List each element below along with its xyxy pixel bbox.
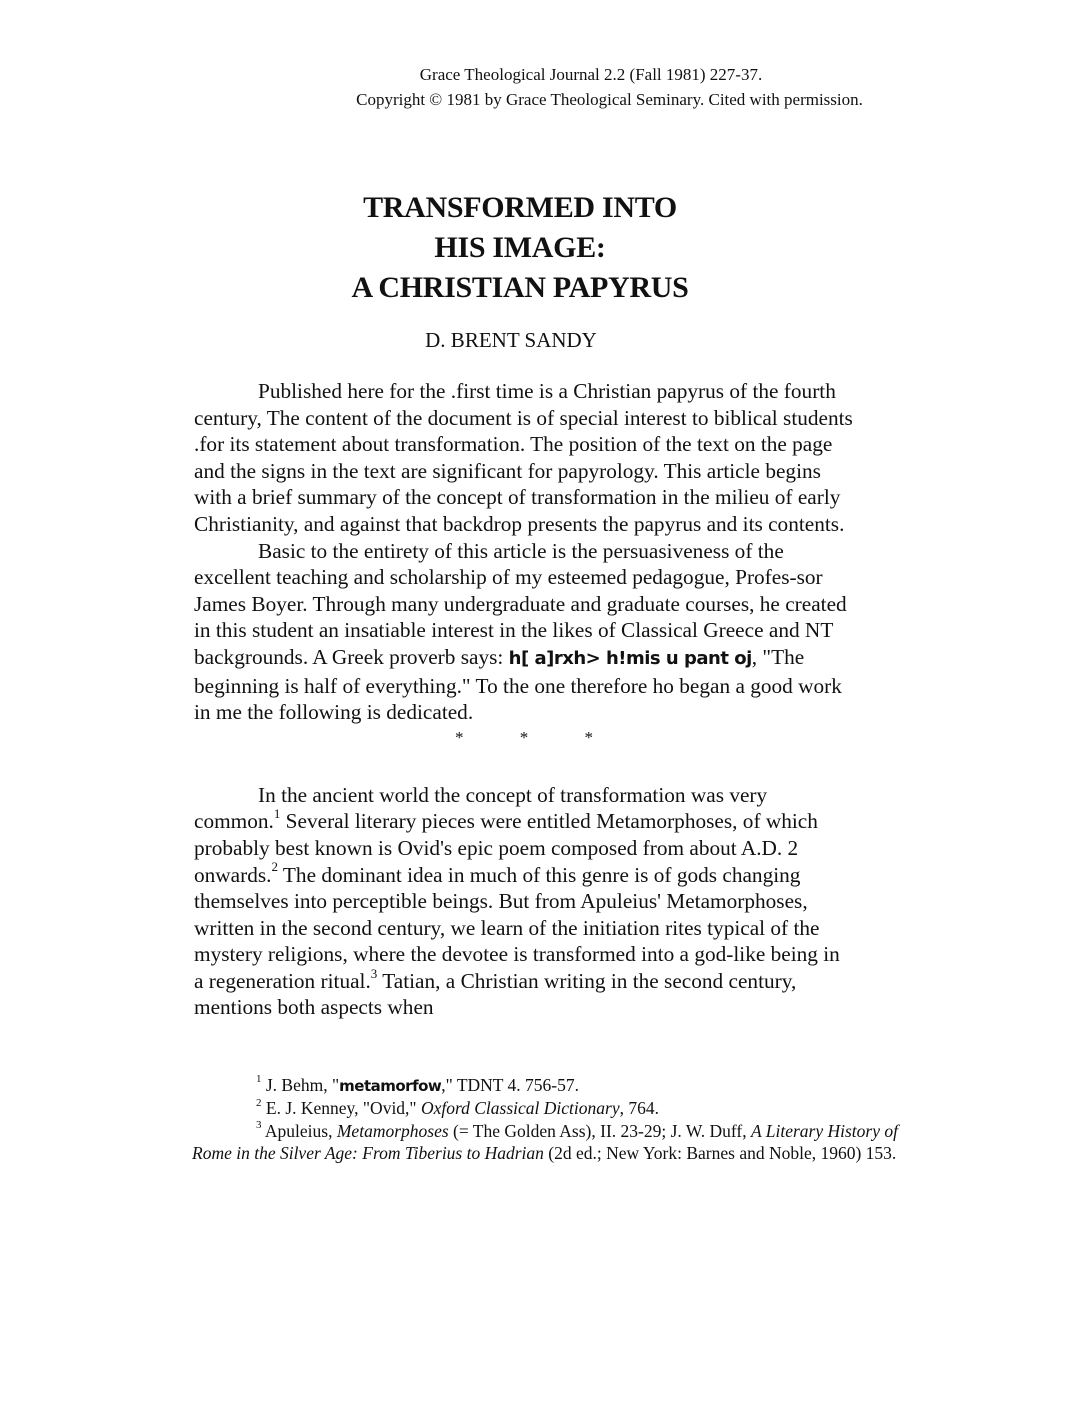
greek-proverb: h[ a]rxh> h!mis u pant oj [508, 647, 752, 669]
main-text-c: The dominant idea in much of this genre is of gods changing themselves into perceptible beings. But from Apuleius' Metamorphoses, written in the second century, we learn of the initiation rites typical of the mystery religions, where the devotee is transformed into a god-like being in a regeneration ritual. [194, 862, 840, 993]
abstract-paragraph-1: Published here for the .first time is a Christian papyrus of the fourth century, The content of the document is of special interest to biblical students .for its statement about transformation. The position of the text on the page and the signs in the text are significant for papyrology. This article begins with a brief summary of the concept of transformation in the milieu of early Christianity, and against that backdrop presents the papyrus and its contents. [194, 379, 853, 536]
footnote-text: J. Behm, " [261, 1075, 340, 1095]
journal-citation: Grace Theological Journal 2.2 (Fall 1981) 227-37. [419, 65, 763, 84]
title-line-2: HIS IMAGE: [434, 231, 606, 264]
footnote-text: (2d ed.; New York: Barnes and Noble, 1960) 153. [543, 1143, 897, 1164]
footnote-ref-3[interactable]: 3 [370, 965, 378, 981]
footnote-ref-2[interactable]: 2 [271, 859, 278, 875]
footnote-3 [192, 1120, 912, 1165]
author-name: D. BRENT SANDY [425, 328, 597, 352]
footnote-greek: metamorfow [339, 1077, 442, 1095]
footnote-1 [192, 1074, 912, 1097]
main-paragraph [194, 782, 854, 1021]
spacer [194, 748, 854, 782]
footnote-italic: Oxford Classical Dictionary [420, 1098, 620, 1119]
title-line-1: TRANSFORMED INTO [363, 191, 677, 224]
footnotes [192, 1074, 912, 1165]
main-text-d: Tatian, a Christian writing in the second century, mentions both aspects when [194, 968, 797, 1020]
dedication-text-a: Basic to the entirety of this article is the persuasiveness of the excellent teaching and scholarship of my esteemed pedagogue, Profes-sor James Boyer. Through many undergraduate and graduate courses, he created in this student an insatiable interest in the likes of Classical Greece and NT backgrounds. A Greek proverb says: [194, 538, 847, 669]
footnote-italic: Metamorphoses [336, 1120, 449, 1141]
journal-header [0, 62, 1088, 112]
footnote-ref-1[interactable]: 1 [273, 806, 281, 822]
copyright-notice: Copyright © 1981 by Grace Theological Seminary. Cited with permission. [356, 90, 863, 109]
footnote-text: Apuleius, [261, 1120, 337, 1141]
article-body [194, 378, 854, 1021]
footnote-text: ," TDNT 4. 756-57. [441, 1075, 580, 1095]
main-text-a: In the ancient world the concept of transformation was very common. [194, 782, 768, 834]
footnote-text: E. J. Kenney, "Ovid," [261, 1098, 421, 1119]
title-line-3: A CHRISTIAN PAPYRUS [351, 271, 689, 304]
footnote-number: 1 [256, 1073, 262, 1086]
footnote-2 [192, 1097, 912, 1119]
footnote-text: (= The Golden Ass), II. 23-29; J. W. Duff, [448, 1120, 751, 1141]
footnote-number: 3 [256, 1118, 262, 1131]
footnote-italic: A Literary History of Rome in the Silver Age: From Tiberius to Hadrian [192, 1120, 898, 1164]
dedication-text-b: , "The beginning is half of everything." To the one therefore ho began a good work in me the following is dedicated. [194, 644, 842, 725]
footnote-number: 2 [256, 1096, 262, 1109]
article-title [0, 188, 1040, 308]
footnote-text: , 764. [619, 1098, 659, 1119]
dedication-paragraph [194, 538, 854, 726]
main-text-b: Several literary pieces were entitled Metamorphoses, of which probably best known is Ovid's epic poem composed from about A.D. 2 onwards. [194, 809, 818, 887]
section-separator: * * * [455, 727, 619, 747]
